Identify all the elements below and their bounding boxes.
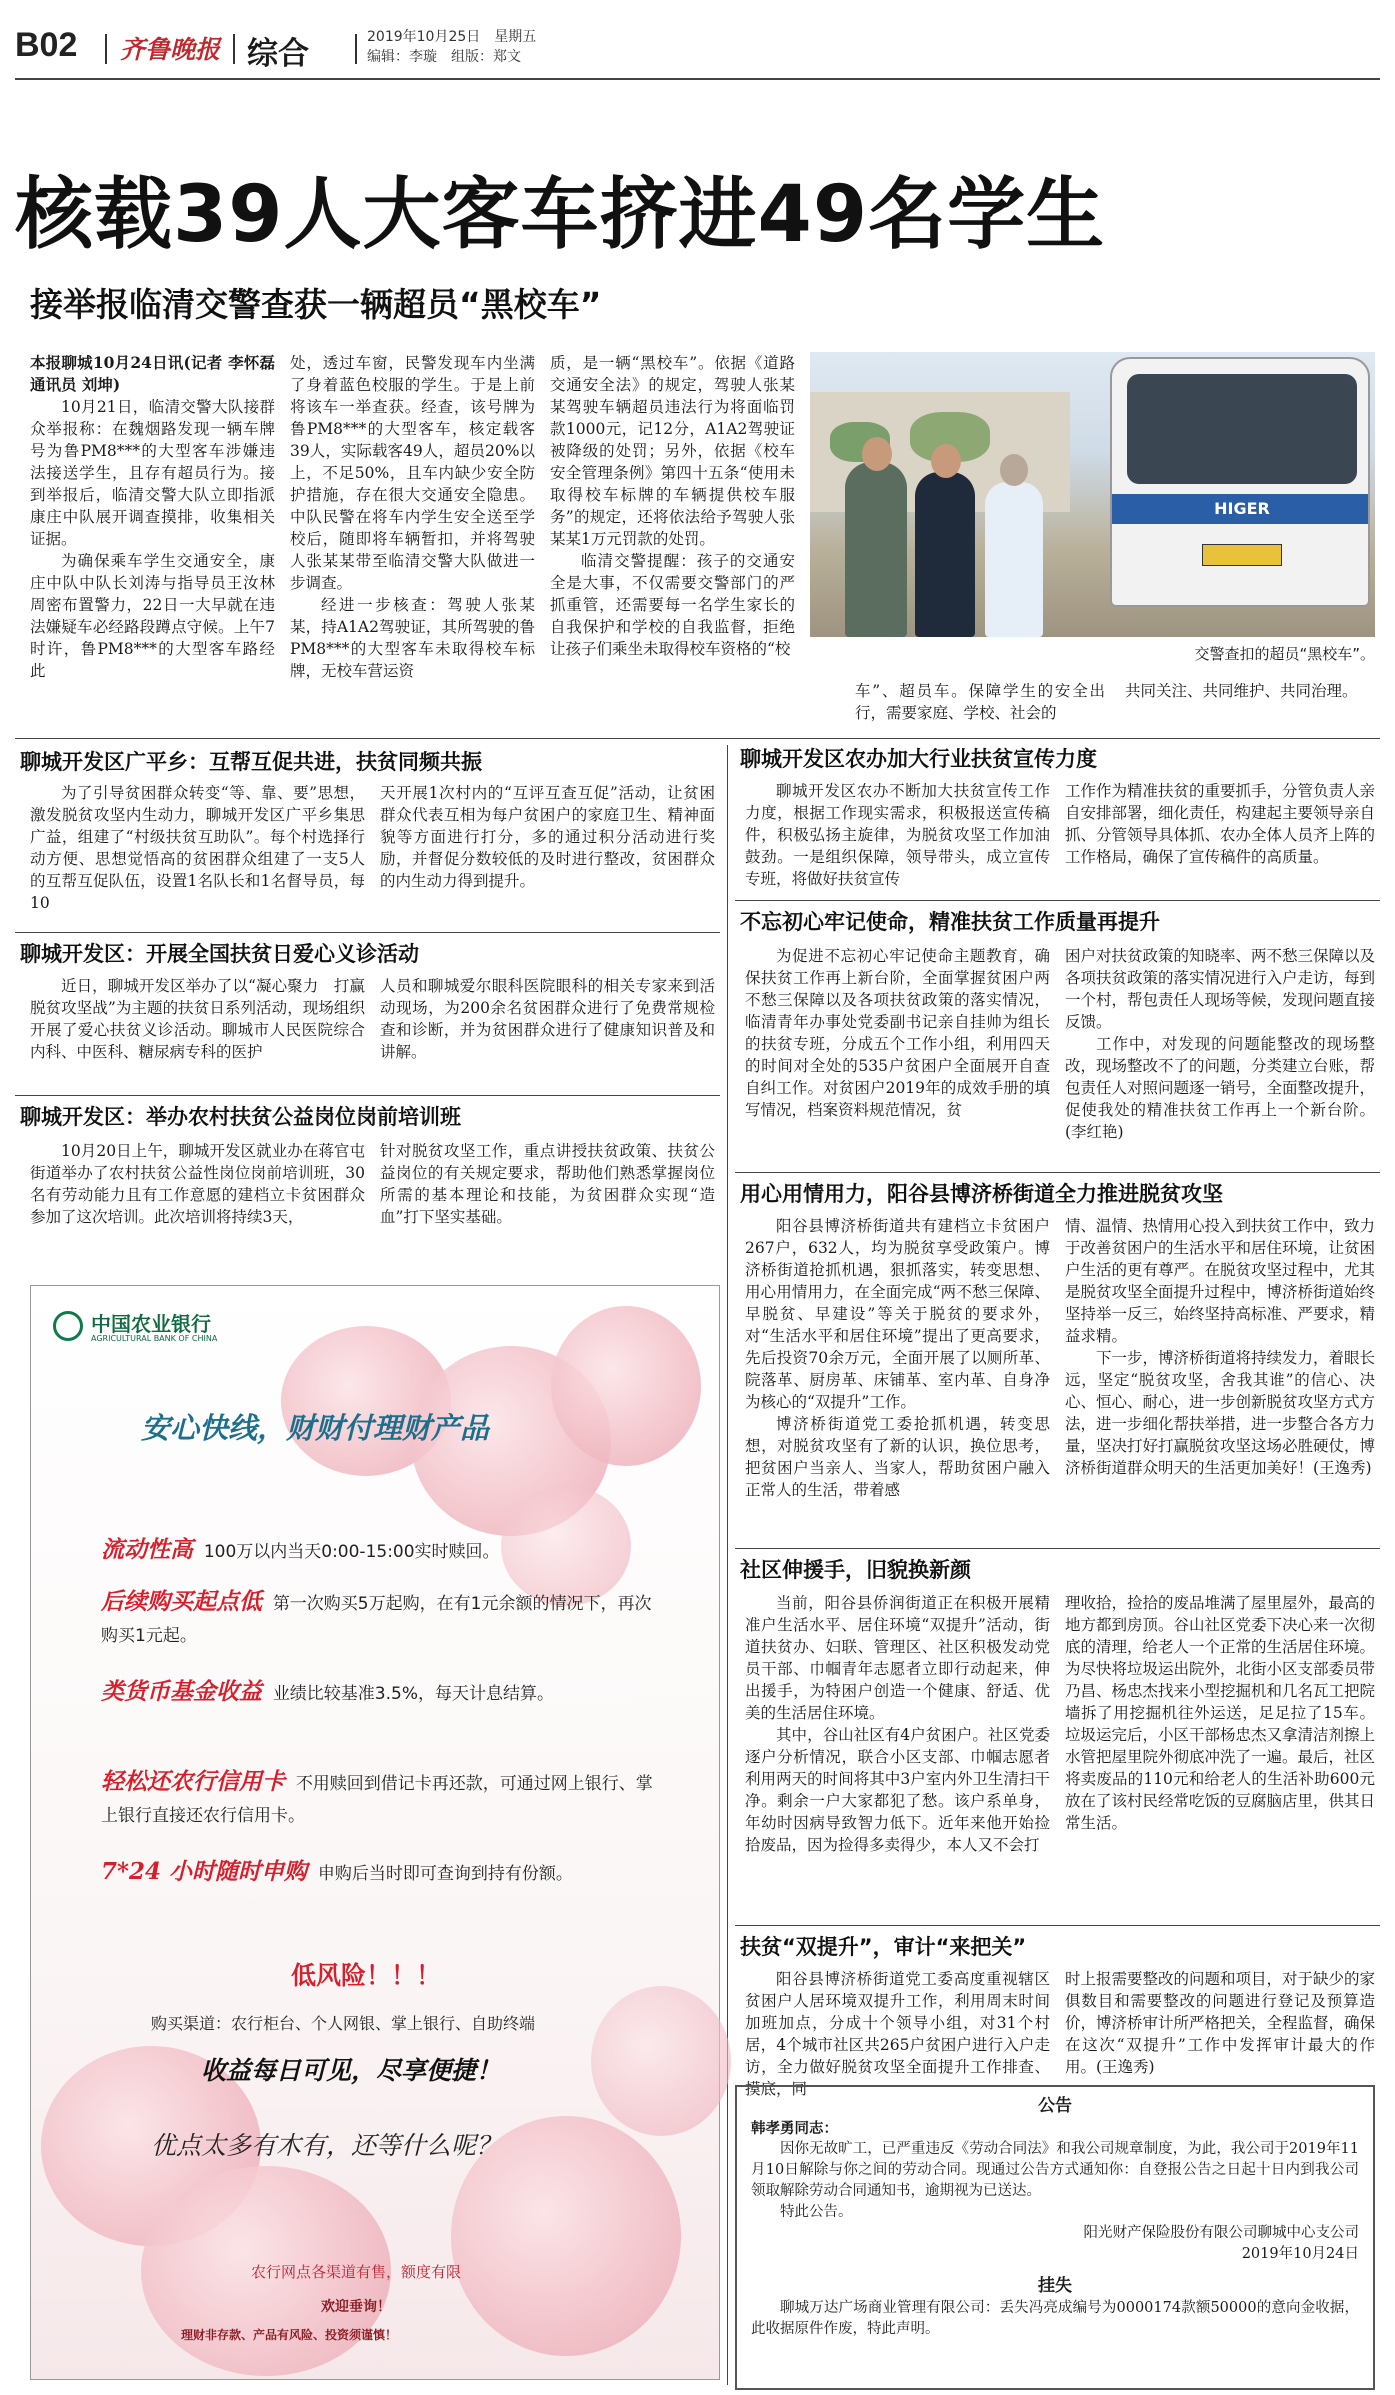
notice-addressee: 韩孝勇同志：	[751, 2120, 838, 2137]
date-line: 2019年10月25日 星期五	[367, 29, 537, 45]
article-col	[745, 1968, 1050, 2098]
paper-logo: 齐鲁晚报	[120, 35, 221, 64]
ad-footer-1: 农行网点各渠道有售，额度有限	[251, 2263, 462, 2281]
notice-title: 公告	[1038, 2096, 1072, 2116]
notice-body: 因你无故旷工，已严重违反《劳动合同法》和我公司规章制度，为此，我公司于2019年11月10日解除与你之间的劳动合同。现通过公告方式通知你：自登报公告之日起十日内到我公司领取解除劳动合同通知书，逾期视为已送达。	[751, 2141, 1359, 2199]
article-paragraph: 近日，聊城开发区举办了以“凝心聚力 打赢脱贫攻坚战”为主题的扶贫日系列活动，现场组织开展了爱心扶贫义诊活动。聊城市人民医院综合内科、中医科、糖尿病专科的医护	[30, 977, 365, 1061]
lead-col-3	[550, 352, 795, 730]
article-paragraph: 时上报需要整改的问题和项目，对于缺少的家俱数目和需要整改的问题进行登记及预算造价，博济桥审计所严格把关，全程监督，确保在这次“双提升”工作中发挥审计最大的作用。(王逸秀)	[1065, 1970, 1376, 2076]
ad-footer-2: 欢迎垂询！	[321, 2299, 391, 2315]
ad-question: 优点太多有木有，还等什么呢？	[151, 2131, 502, 2160]
article-col	[30, 975, 365, 1090]
article-paragraph: 10月20日上午，聊城开发区就业办在蒋官屯街道举办了农村扶贫公益性岗位岗前培训班，30名有劳动能力且有工作意愿的建档立卡贫困群众参加了这次培训。此次培训将持续3天，	[30, 1142, 365, 1226]
person-2	[915, 472, 975, 637]
article-paragraph: 博济桥街道党工委抢抓机遇，转变思想，对脱贫攻坚有了新的认识，换位思考，把贫困户当亲人、当家人，帮助贫困户融入正常人的生活，带着感	[745, 1415, 1050, 1499]
notice-end: 特此公告。	[780, 2204, 853, 2220]
article-col	[745, 780, 1050, 895]
article-paragraph: 天开展1次村内的“互评互查互促”活动，让贫困群众代表互相为每户贫困户的家庭卫生、精神面貌等方面进行打分，多的通过积分活动进行奖励，并督促分数较低的及时进行整改，贫困群众的内生动力得到提升。	[380, 784, 715, 890]
article-paragraph: 理收拾，捡拾的废品堆满了屋里屋外，最高的地方都到房顶。谷山社区党委下决心来一次彻底的清理，给老人一个正常的生活居住环境。为尽快将垃圾运出院外，北街小区支部委员带乃昌、杨忠杰找来小型挖掘机和几名瓦工把院墙拆了用挖掘机往外运送，足足拉了15车。垃圾运完后，小区干部杨忠杰又拿清洁剂擦上水管把屋里院外彻底冲洗了一遍。最后，社区将卖废品的110元和给老人的生活补助600元放在了该村民经常吃饭的豆腐脑店里，供其日常生活。	[1065, 1594, 1376, 1832]
article-title: 聊城开发区：开展全国扶贫日爱心义诊活动	[20, 942, 419, 966]
editors-line: 编辑：李璇 组版：郑文	[367, 49, 521, 65]
ad-channels: 购买渠道：农行柜台、个人网银、掌上银行、自助终端	[151, 2014, 536, 2033]
bank-name: 中国农业银行	[91, 1312, 211, 1336]
ad-feature: 后续购买起点低 第一次购买5万起购，在有1元余额的情况下，再次购买1元起。	[101, 1588, 652, 1646]
section-name: 综合	[247, 36, 309, 72]
article-col	[745, 945, 1050, 1170]
article-paragraph: 工作作为精准扶贫的重要抓手，分管负责人亲自安排部署，细化责任，构建起主要领导亲自抓、分管领导具体抓、农办全体人员齐上阵的工作格局，确保了宣传稿件的高质量。	[1065, 782, 1376, 866]
article-col	[1065, 780, 1375, 895]
article-paragraph: 聊城开发区农办不断加大扶贫宣传工作力度，根据工作现实需求，积极报送宣传稿件，积极弘扬主旋律，为脱贫攻坚工作加油鼓劲。一是组织保障，领导带头，成立宣传专班，将做好扶贫宣传	[745, 782, 1050, 888]
ad-feature: 流动性高 100万以内当天0:00-15:00实时赎回。	[101, 1536, 500, 1563]
article-paragraph: 阳谷县博济桥街道共有建档立卡贫困户267户，632人，均为脱贫享受政策户。博济桥街道抢抓机遇，狠抓落实，转变思想、用心用情用力，在全面完成“两不愁三保障、早脱贫、早建设”等关于脱贫的要求外，对“生活水平和居住环境”提出了更高要求，先后投资70余万元，全面开展了以厕所革、院落革、厨房革、床铺革、室内革、自身净为核心的“双提升”工作。	[745, 1217, 1050, 1411]
article-paragraph: 当前，阳谷县侨润街道正在积极开展精准户生活水平、居住环境“双提升”活动，街道扶贫办、妇联、管理区、社区积极发动党员干部、巾帼青年志愿者立即行动起来，伸出援手，为特困户创造一个健康、舒适、优美的生活居住环境。	[745, 1594, 1050, 1722]
article-col	[1065, 1215, 1375, 1545]
photo-caption: 交警查扣的超员“黑校车”。	[1194, 645, 1375, 663]
lead-byline: 本报聊城10月24日讯(记者 李怀磊 通讯员 刘坤)	[30, 353, 275, 394]
notice-body-2: 聊城万达广场商业管理有限公司：丢失冯亮成编号为0000174款额50000的意向金收据，此收据原件作废，特此声明。	[751, 2300, 1359, 2337]
notice-signature: 阳光财产保险股份有限公司聊城中心支公司	[1083, 2225, 1359, 2241]
lead-paragraph: 处，透过车窗，民警发现车内坐满了身着蓝色校服的学生。于是上前将该车一举查获。经查，该号牌为鲁PM8***的大型客车，核定载客39人，实际载客49人，超员20%以上，不足50%，且车内缺少安全防护措施，存在很大交通安全隐患。中队民警在将车内学生安全送至学校后，随即将车辆暂扣，并将驾驶人张某某带至临清交警大队做进一步调查。	[290, 354, 535, 592]
lead-paragraph: 共同关注、共同维护、共同治理。	[1125, 682, 1358, 700]
article-title: 聊城开发区：举办农村扶贫公益岗位岗前培训班	[20, 1105, 461, 1129]
article-col	[1065, 945, 1375, 1170]
article-paragraph: 为了引导贫困群众转变“等、靠、要”思想，激发脱贫攻坚内生动力，聊城开发区广平乡集思广益，组建了“村级扶贫互助队”。每个村选择行动方便、思想觉悟高的贫困群众组建了一支5人的互帮互促队伍，设置1名队长和1名督导员，每10	[30, 784, 365, 912]
ad-feature: 轻松还农行信用卡 不用赎回到借记卡再还款，可通过网上银行、掌上银行直接还农行信用卡。	[101, 1768, 653, 1826]
lead-col-1	[30, 352, 275, 730]
article-col	[1065, 1592, 1375, 1922]
masthead	[15, 22, 1380, 74]
lead-paragraph: 临清交警提醒：孩子的交通安全是大事，不仅需要交警部门的严抓重管，还需要每一名学生家长的自我保护和学校的自我监督，拒绝让孩子们乘坐未取得校车资格的“校	[550, 552, 795, 658]
article-title: 聊城开发区农办加大行业扶贫宣传力度	[740, 747, 1097, 771]
ad-headline: 安心快线，财财付理财产品	[141, 1411, 490, 1445]
lead-paragraph: 车”、超员车。保障学生的安全出行，需要家庭、学校、社会的	[855, 682, 1105, 722]
article-col	[745, 1215, 1050, 1545]
article-title: 聊城开发区广平乡：互帮互促共进，扶贫同频共振	[20, 750, 482, 774]
article-col	[380, 975, 715, 1090]
bank-advertisement	[30, 1285, 720, 2380]
article-paragraph: 情、温情、热情用心投入到扶贫工作中，致力于改善贫困户的生活水平和居住环境，让贫困户生活的更有尊严。在脱贫攻坚过程中，尤其是脱贫攻坚全面提升过程中，博济桥街道始终坚持举一反三，始终坚持高标准、严要求，精益求精。	[1065, 1217, 1376, 1345]
person-1	[845, 462, 907, 637]
lead-paragraph: 质，是一辆“黑校车”。依据《道路交通安全法》的规定，驾驶人张某某驾驶车辆超员违法行为将面临罚款1000元，记12分，A1A2驾驶证被降级的处罚；另外，依据《校车安全管理条例》第四十五条“使用未取得校车标牌的车辆提供校车服务”的规定，还将依法给予驾驶人张某某1万元罚款的处罚。	[550, 354, 795, 548]
lead-cont-1	[855, 680, 1105, 730]
lead-cont-2	[1125, 680, 1375, 730]
page-number: B02	[15, 26, 78, 64]
ad-slogan: 收益每日可见，尽享便捷！	[201, 2056, 502, 2085]
lead-subtitle: 接举报临清交警查获一辆超员“黑校车”	[30, 285, 602, 324]
article-title: 用心用情用力，阳谷县博济桥街道全力推进脱贫攻坚	[740, 1182, 1223, 1206]
ad-disclaimer: 理财非存款、产品有风险、投资须谨慎！	[181, 2328, 398, 2342]
article-col	[380, 782, 715, 927]
lead-col-2	[290, 352, 535, 730]
article-title: 社区伸援手，旧貌换新颜	[740, 1558, 971, 1582]
article-col	[30, 782, 365, 927]
article-paragraph: 为促进不忘初心牢记使命主题教育，确保扶贫工作再上新台阶，全面掌握贫困户两不愁三保障以及各项扶贫政策的落实情况，临清青年办事处党委副书记亲自挂帅为组长的扶贫专班，分成五个工作小组，利用四天的时间对全处的535户贫困户全面展开自查自纠工作。对贫困户2019年的成效手册的填写情况，档案资料规范情况，贫	[745, 947, 1050, 1119]
bank-name-en: AGRICULTURAL BANK OF CHINA	[91, 1334, 218, 1343]
article-paragraph: 针对脱贫攻坚工作，重点讲授扶贫政策、扶贫公益岗位的有关规定要求，帮助他们熟悉掌握岗位所需的基本理论和技能，为贫困群众实现“造血”打下坚实基础。	[380, 1142, 715, 1226]
article-col	[380, 1140, 715, 1275]
article-paragraph: 阳谷县博济桥街道党工委高度重视辖区贫困户人居环境双提升工作，利用周末时间加班加点，分成十个领导小组，对31个村居，4个城市社区共265户贫困户进行入户走访，全力做好脱贫攻坚全面提升工作排查、摸底，同	[745, 1970, 1050, 2098]
notice-box	[735, 2085, 1375, 2390]
ad-feature: 类货币基金收益 业绩比较基准3.5%，每天计息结算。	[101, 1678, 555, 1705]
notice-title-2: 挂失	[1038, 2276, 1072, 2296]
article-paragraph: 其中，谷山社区有4户贫困户。社区党委逐户分析情况，联合小区支部、巾帼志愿者利用两天的时间将其中3户室内外卫生清扫干净。剩余一户大家都犯了愁。该户系单身，年幼时因病导致智力低下。近年来他开始捡拾废品，因为捡得多卖得少，本人又不会打	[745, 1726, 1050, 1854]
article-paragraph: 人员和聊城爱尔眼科医院眼科的相关专家来到活动现场，为200余名贫困群众进行了免费常规检查和诊断，并为贫困群众进行了健康知识普及和讲解。	[380, 977, 715, 1061]
article-paragraph: 工作中，对发现的问题能整改的现场整改，现场整改不了的问题，分类建立台账，帮包责任人对照问题逐一销号，全面整改提升，促使我处的精准扶贫工作再上一个新台阶。(李红艳)	[1065, 1035, 1376, 1141]
lead-title: 核载39人大客车挤进49名学生	[15, 170, 1106, 260]
article-paragraph: 下一步，博济桥街道将持续发力，着眼长远，坚定“脱贫攻坚，舍我其谁”的信心、决心、恒心、耐心，进一步创新脱贫攻坚方式方法，进一步细化帮扶举措，进一步整合各方力量，坚决打好打赢脱贫攻坚这场必胜硬仗，博济桥街道群众明天的生活更加美好！(王逸秀)	[1065, 1349, 1376, 1477]
article-paragraph: 困户对扶贫政策的知晓率、两不愁三保障以及各项扶贫政策的落实情况进行入户走访，每到一个村，帮包责任人现场等候，发现问题直接反馈。	[1065, 947, 1376, 1031]
article-col	[745, 1592, 1050, 1922]
ad-feature: 7*24 小时随时申购 申购后当时即可查询到持有份额。	[101, 1858, 573, 1885]
lead-paragraph: 经进一步核查：驾驶人张某某，持A1A2驾驶证，其所驾驶的鲁PM8***的大型客车未取得校车标牌，无校车营运资	[290, 596, 535, 680]
article-col	[30, 1140, 365, 1275]
bus-brand: HIGER	[1214, 499, 1270, 518]
lead-paragraph: 为确保乘车学生交通安全，康庄中队中队长刘涛与指导员王汝林周密布置警力，22日一大早就在违法嫌疑车必经路段蹲点守候。上午7时许，鲁PM8***的大型客车路经此	[30, 552, 275, 680]
article-title: 不忘初心牢记使命，精准扶贫工作质量再提升	[740, 910, 1160, 934]
bus	[1110, 357, 1370, 607]
person-3	[985, 482, 1043, 637]
ad-low-risk: 低风险！！！	[291, 1961, 442, 1990]
notice-date: 2019年10月24日	[1241, 2246, 1359, 2262]
lead-paragraph: 10月21日，临清交警大队接群众举报称：在魏烟路发现一辆车牌号为鲁PM8***的大型客车涉嫌违法接送学生，且存有超员行为。接到举报后，临清交警大队立即指派康庄中队展开调查摸排，收集相关证据。	[30, 398, 275, 548]
article-col	[1065, 1968, 1375, 2080]
lead-photo	[810, 352, 1375, 637]
abc-logo-icon	[53, 1311, 83, 1341]
article-title: 扶贫“双提升”，审计“来把关”	[740, 1935, 1027, 1959]
